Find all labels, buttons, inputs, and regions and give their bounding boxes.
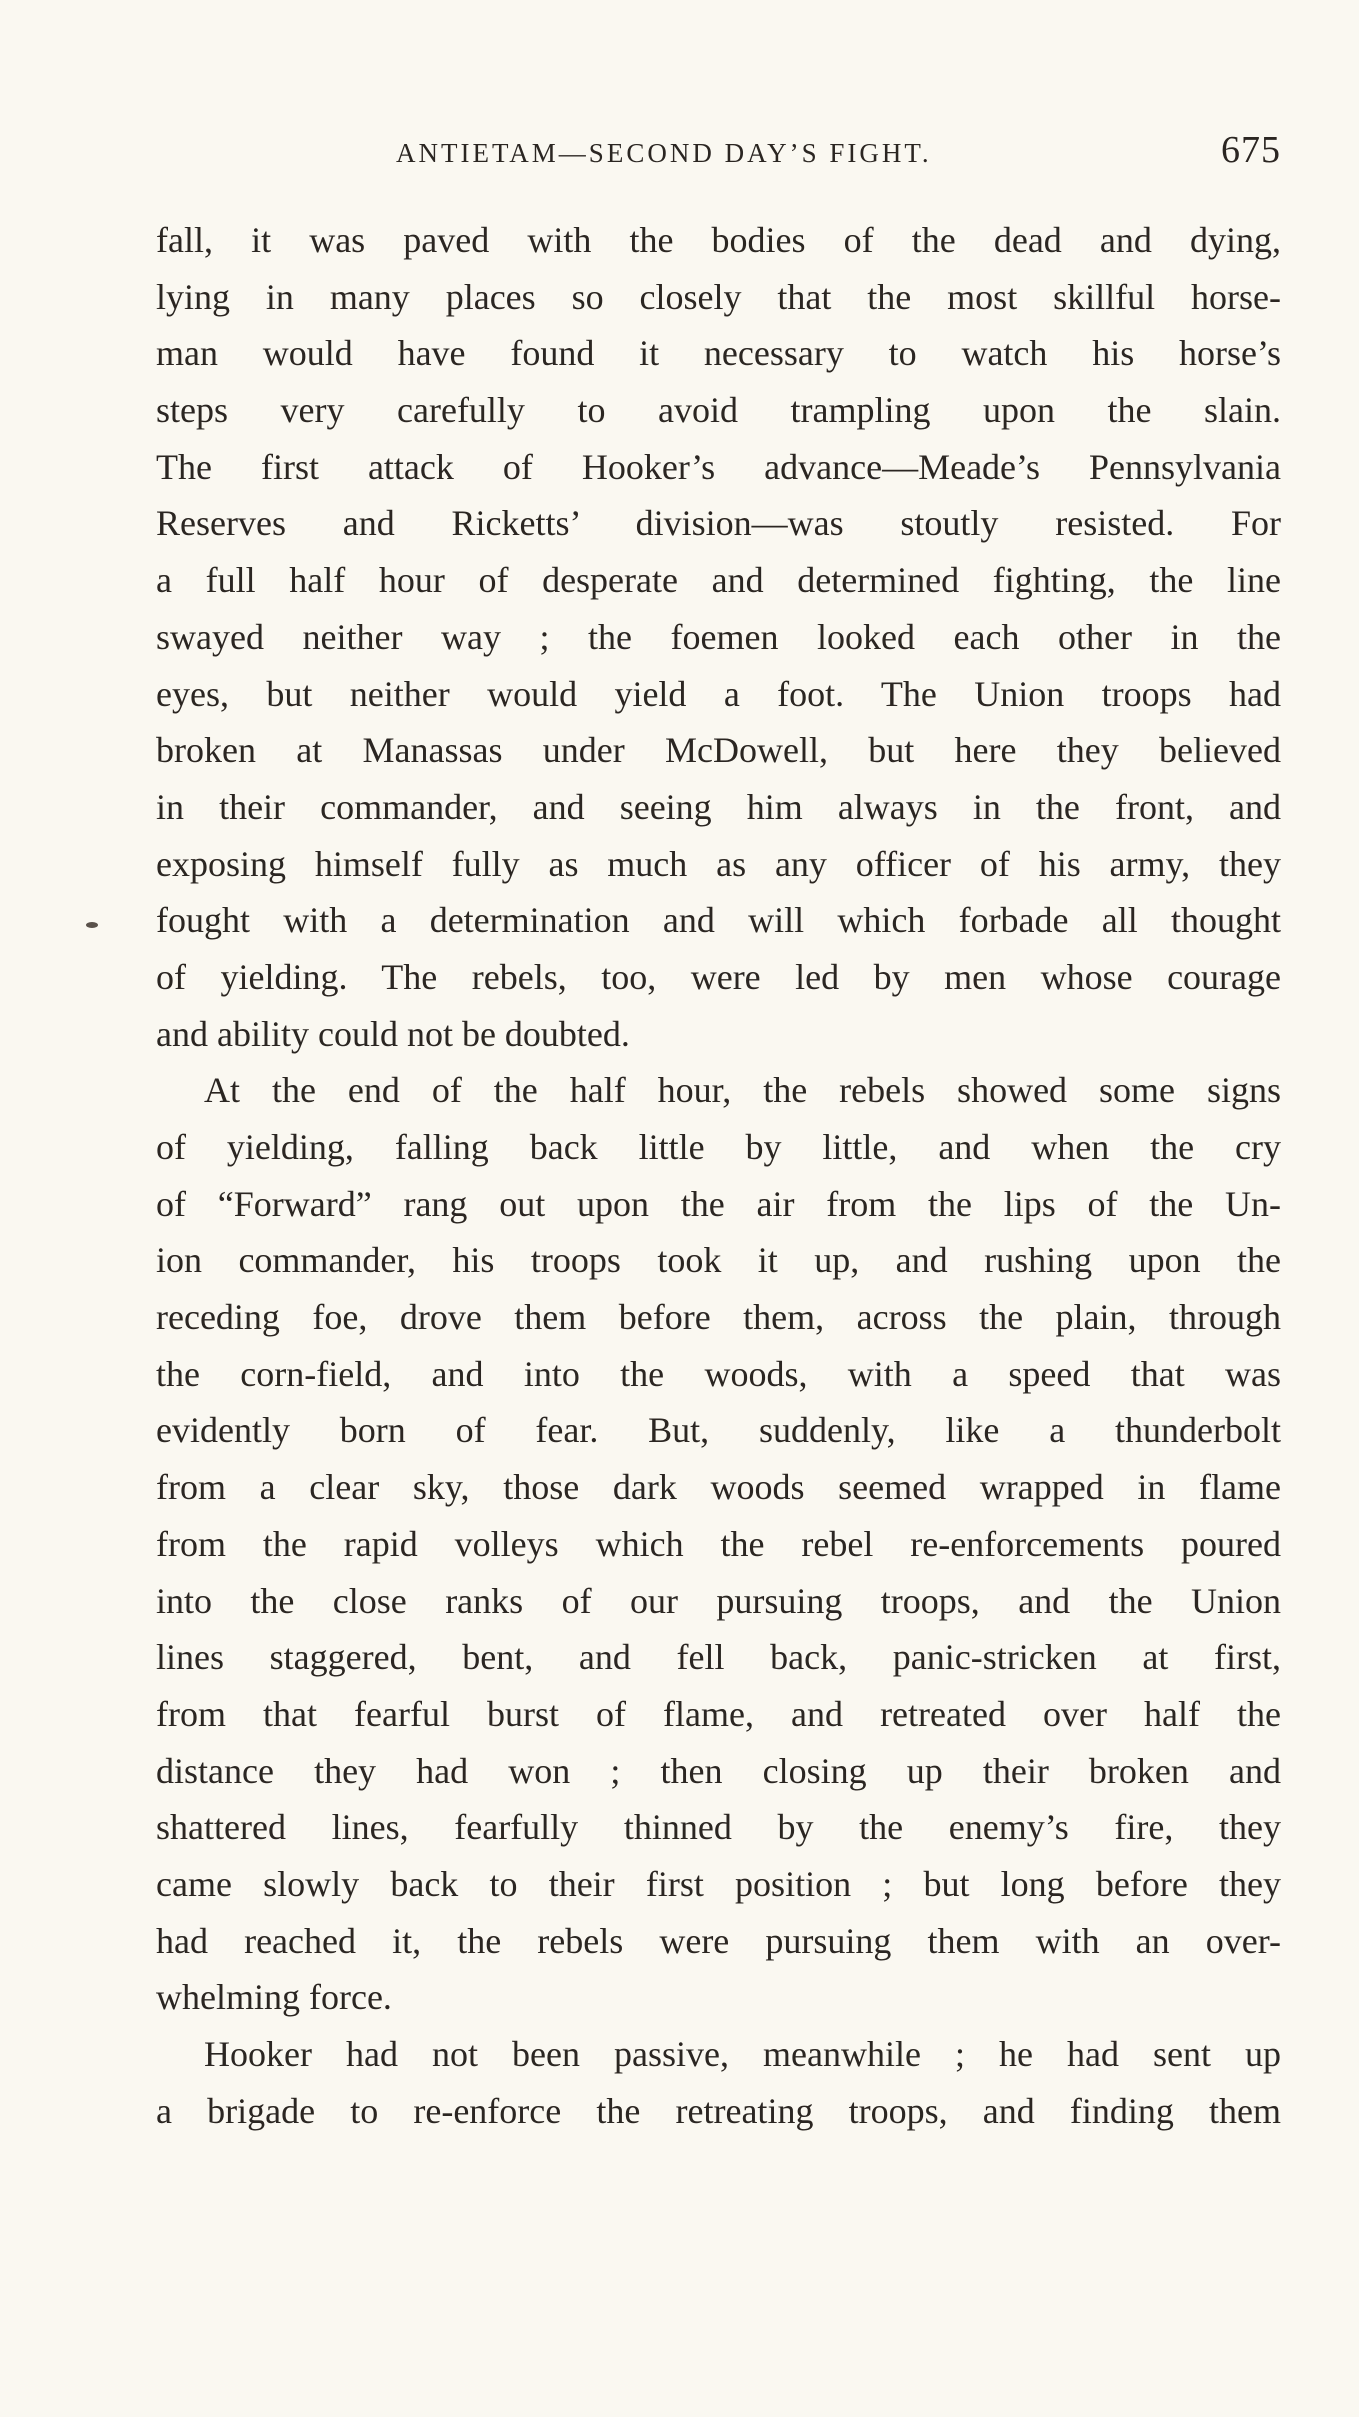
- text-line: a full half hour of desperate and determined fighting, the line: [156, 560, 1281, 601]
- text-line: of yielding. The rebels, too, were led by men whose courage: [156, 956, 1281, 997]
- text-line: Hooker had not been passive, meanwhile ; he had sent up: [204, 2034, 1281, 2074]
- text-line: The first attack of Hooker’s advance—Meade’s Pennsylvania: [156, 446, 1281, 487]
- text-line: of “Forward” rang out upon the air from the lips of the Un-: [156, 1183, 1281, 1224]
- text-line: had reached it, the rebels were pursuing them with an over-: [156, 1920, 1281, 1961]
- text-line: swayed neither way ; the foemen looked each other in the: [156, 616, 1281, 657]
- text-line: whelming force.: [156, 1977, 392, 2018]
- body-text: [156, 212, 1281, 2139]
- text-line: exposing himself fully as much as any officer of his army, they: [156, 843, 1281, 884]
- text-line: came slowly back to their first position ; but long before they: [156, 1863, 1281, 1904]
- text-line: from a clear sky, those dark woods seemed wrapped in flame: [156, 1467, 1281, 1508]
- text-line: receding foe, drove them before them, across the plain, through: [156, 1297, 1281, 1338]
- text-line: man would have found it necessary to watch his horse’s: [156, 333, 1281, 374]
- text-line: ion commander, his troops took it up, and rushing upon the: [156, 1240, 1281, 1281]
- text-line: lying in many places so closely that the most skillful horse-: [156, 276, 1281, 317]
- text-line: of yielding, falling back little by little, and when the cry: [156, 1127, 1281, 1167]
- text-line: from the rapid volleys which the rebel re-enforcements poured: [156, 1523, 1281, 1564]
- text-line: At the end of the half hour, the rebels showed some signs: [204, 1070, 1281, 1111]
- text-line: in their commander, and seeing him always in the front, and: [156, 786, 1281, 827]
- text-line: lines staggered, bent, and fell back, panic-stricken at first,: [156, 1637, 1281, 1678]
- text-line: shattered lines, fearfully thinned by the enemy’s fire, they: [156, 1807, 1281, 1848]
- text-line: broken at Manassas under McDowell, but here they believed: [156, 730, 1281, 771]
- text-line: fought with a determination and will which forbade all thought: [156, 900, 1281, 941]
- text-line: distance they had won ; then closing up their broken and: [156, 1750, 1281, 1791]
- text-line: and ability could not be doubted.: [156, 1013, 630, 1054]
- running-head: [156, 128, 1281, 178]
- text-line: Reserves and Ricketts’ division—was stoutly resisted. For: [156, 503, 1281, 544]
- margin-ink-mark: [86, 922, 98, 928]
- text-line: steps very carefully to avoid trampling upon the slain.: [156, 390, 1281, 431]
- text-line: eyes, but neither would yield a foot. The Union troops had: [156, 673, 1281, 714]
- text-line: evidently born of fear. But, suddenly, like a thunderbolt: [156, 1410, 1281, 1451]
- page-number: 675: [1221, 129, 1281, 171]
- running-title: ANTIETAM—SECOND DAY’S FIGHT.: [396, 138, 932, 168]
- text-line: into the close ranks of our pursuing troops, and the Union: [156, 1580, 1281, 1621]
- text-line: from that fearful burst of flame, and retreated over half the: [156, 1693, 1281, 1734]
- text-line: fall, it was paved with the bodies of the dead and dying,: [156, 220, 1281, 260]
- text-line: a brigade to re-enforce the retreating troops, and finding them: [156, 2090, 1281, 2131]
- text-line: the corn-field, and into the woods, with a speed that was: [156, 1353, 1281, 1394]
